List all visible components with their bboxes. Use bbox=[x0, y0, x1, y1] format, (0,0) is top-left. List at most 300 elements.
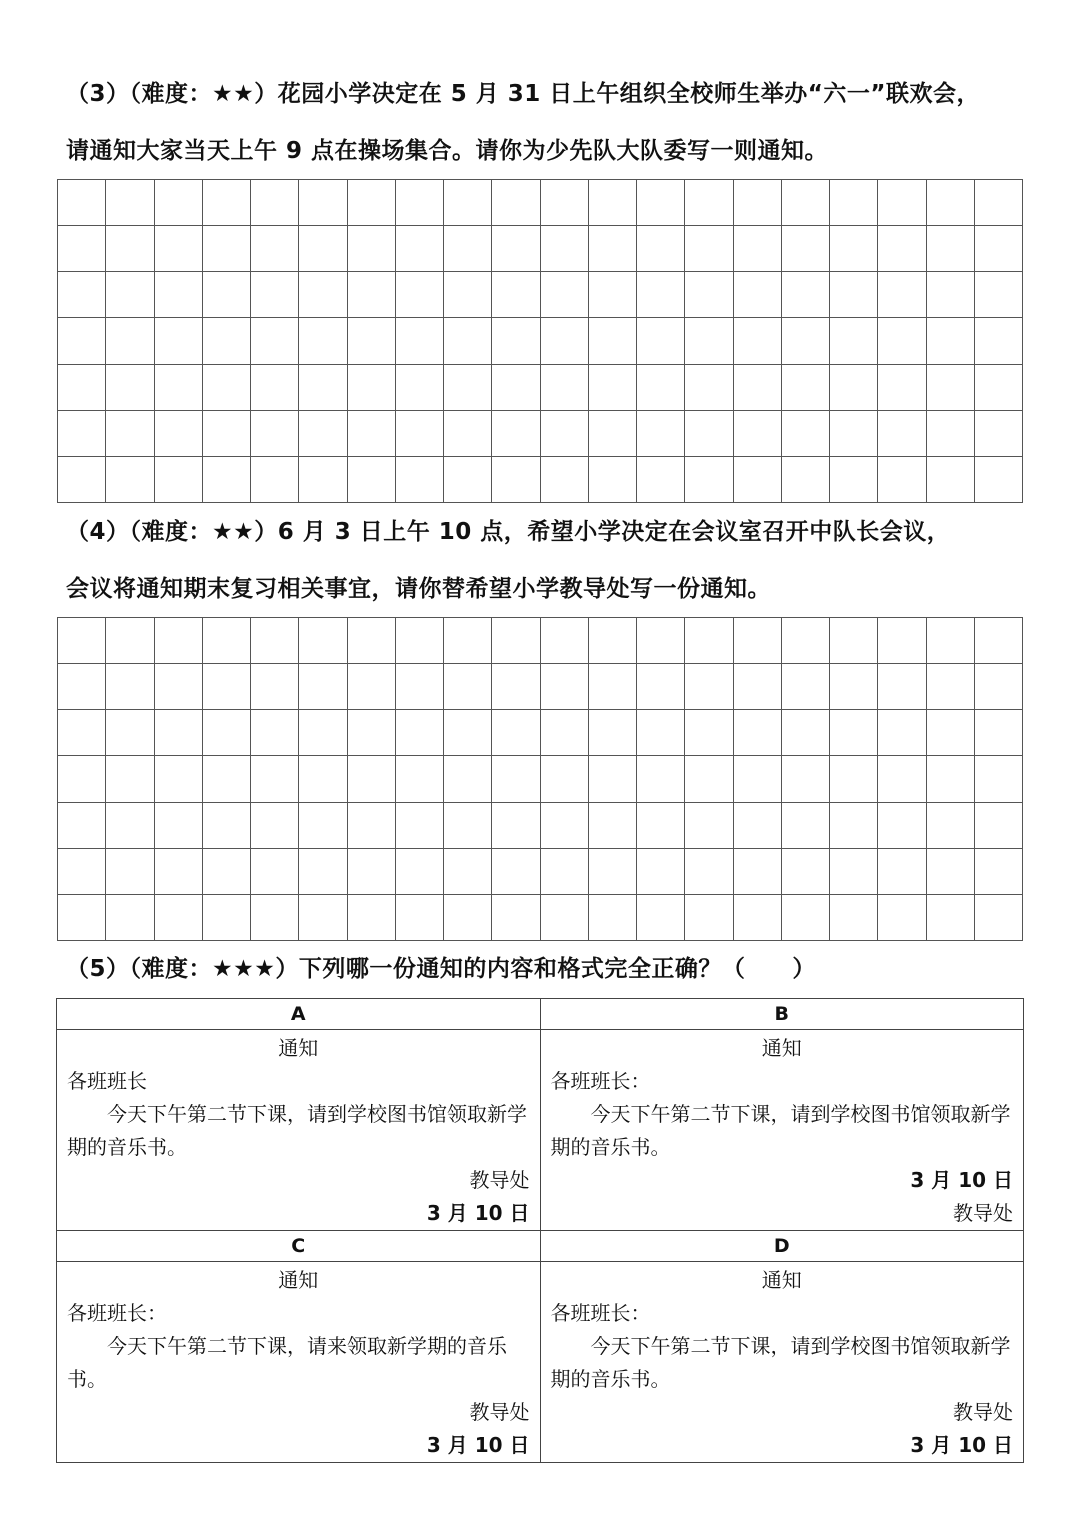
grid-cell[interactable] bbox=[251, 457, 299, 503]
grid-cell[interactable] bbox=[782, 365, 830, 411]
grid-cell[interactable] bbox=[637, 710, 685, 756]
grid-cell[interactable] bbox=[589, 756, 637, 802]
grid-cell[interactable] bbox=[348, 618, 396, 664]
grid-cell[interactable] bbox=[58, 803, 106, 849]
grid-cell[interactable] bbox=[830, 226, 878, 272]
grid-cell[interactable] bbox=[927, 318, 975, 364]
grid-cell[interactable] bbox=[348, 756, 396, 802]
grid-cell[interactable] bbox=[975, 411, 1023, 457]
option-b-header[interactable]: B bbox=[540, 999, 1024, 1030]
grid-cell[interactable] bbox=[58, 318, 106, 364]
grid-cell[interactable] bbox=[734, 803, 782, 849]
grid-cell[interactable] bbox=[589, 710, 637, 756]
grid-cell[interactable] bbox=[444, 226, 492, 272]
grid-cell[interactable] bbox=[830, 365, 878, 411]
grid-cell[interactable] bbox=[685, 457, 733, 503]
grid-cell[interactable] bbox=[685, 710, 733, 756]
grid-cell[interactable] bbox=[734, 365, 782, 411]
grid-cell[interactable] bbox=[203, 895, 251, 941]
grid-cell[interactable] bbox=[251, 411, 299, 457]
grid-cell[interactable] bbox=[637, 803, 685, 849]
grid-cell[interactable] bbox=[589, 664, 637, 710]
grid-cell[interactable] bbox=[106, 618, 154, 664]
grid-cell[interactable] bbox=[830, 457, 878, 503]
grid-cell[interactable] bbox=[155, 710, 203, 756]
grid-cell[interactable] bbox=[975, 618, 1023, 664]
grid-cell[interactable] bbox=[492, 272, 540, 318]
grid-cell[interactable] bbox=[155, 895, 203, 941]
grid-cell[interactable] bbox=[396, 756, 444, 802]
grid-cell[interactable] bbox=[685, 226, 733, 272]
grid-cell[interactable] bbox=[396, 710, 444, 756]
grid-cell[interactable] bbox=[58, 457, 106, 503]
grid-cell[interactable] bbox=[541, 618, 589, 664]
grid-cell[interactable] bbox=[299, 180, 347, 226]
grid-cell[interactable] bbox=[927, 803, 975, 849]
grid-cell[interactable] bbox=[444, 457, 492, 503]
grid-cell[interactable] bbox=[203, 618, 251, 664]
grid-cell[interactable] bbox=[106, 318, 154, 364]
grid-cell[interactable] bbox=[637, 895, 685, 941]
grid-cell[interactable] bbox=[203, 365, 251, 411]
notice-issuer: 教导处 bbox=[953, 1201, 1013, 1225]
grid-cell[interactable] bbox=[299, 756, 347, 802]
grid-cell[interactable] bbox=[589, 849, 637, 895]
grid-cell[interactable] bbox=[58, 756, 106, 802]
grid-cell[interactable] bbox=[734, 180, 782, 226]
grid-cell[interactable] bbox=[589, 180, 637, 226]
grid-cell[interactable] bbox=[734, 318, 782, 364]
grid-cell[interactable] bbox=[492, 895, 540, 941]
grid-cell[interactable] bbox=[155, 226, 203, 272]
grid-cell[interactable] bbox=[734, 411, 782, 457]
grid-cell[interactable] bbox=[155, 411, 203, 457]
grid-cell[interactable] bbox=[396, 618, 444, 664]
grid-cell[interactable] bbox=[589, 895, 637, 941]
grid-cell[interactable] bbox=[734, 618, 782, 664]
grid-cell[interactable] bbox=[541, 272, 589, 318]
grid-cell[interactable] bbox=[203, 226, 251, 272]
grid-cell[interactable] bbox=[251, 618, 299, 664]
grid-cell[interactable] bbox=[396, 365, 444, 411]
grid-cell[interactable] bbox=[734, 457, 782, 503]
grid-cell[interactable] bbox=[927, 272, 975, 318]
grid-cell[interactable] bbox=[975, 180, 1023, 226]
grid-cell[interactable] bbox=[203, 803, 251, 849]
grid-cell[interactable] bbox=[685, 318, 733, 364]
grid-cell[interactable] bbox=[541, 411, 589, 457]
grid-cell[interactable] bbox=[203, 318, 251, 364]
grid-cell[interactable] bbox=[444, 756, 492, 802]
grid-cell[interactable] bbox=[975, 803, 1023, 849]
grid-cell[interactable] bbox=[782, 618, 830, 664]
grid-cell[interactable] bbox=[782, 895, 830, 941]
grid-cell[interactable] bbox=[492, 411, 540, 457]
grid-cell[interactable] bbox=[348, 180, 396, 226]
grid-cell[interactable] bbox=[203, 411, 251, 457]
grid-cell[interactable] bbox=[58, 849, 106, 895]
grid-cell[interactable] bbox=[348, 226, 396, 272]
grid-cell[interactable] bbox=[155, 318, 203, 364]
grid-cell[interactable] bbox=[589, 803, 637, 849]
grid-cell[interactable] bbox=[299, 803, 347, 849]
grid-cell[interactable] bbox=[348, 457, 396, 503]
grid-cell[interactable] bbox=[637, 365, 685, 411]
grid-cell[interactable] bbox=[927, 180, 975, 226]
grid-cell[interactable] bbox=[348, 664, 396, 710]
grid-cell[interactable] bbox=[975, 710, 1023, 756]
grid-cell[interactable] bbox=[782, 849, 830, 895]
grid-cell[interactable] bbox=[637, 226, 685, 272]
grid-cell[interactable] bbox=[541, 664, 589, 710]
grid-cell[interactable] bbox=[975, 226, 1023, 272]
grid-cell[interactable] bbox=[878, 895, 926, 941]
grid-cell[interactable] bbox=[927, 710, 975, 756]
grid-cell[interactable] bbox=[444, 411, 492, 457]
grid-cell[interactable] bbox=[299, 318, 347, 364]
grid-cell[interactable] bbox=[396, 318, 444, 364]
grid-cell[interactable] bbox=[106, 411, 154, 457]
grid-cell[interactable] bbox=[685, 618, 733, 664]
grid-cell[interactable] bbox=[782, 803, 830, 849]
grid-cell[interactable] bbox=[299, 849, 347, 895]
grid-cell[interactable] bbox=[927, 664, 975, 710]
grid-cell[interactable] bbox=[782, 272, 830, 318]
grid-cell[interactable] bbox=[492, 318, 540, 364]
grid-cell[interactable] bbox=[444, 180, 492, 226]
grid-cell[interactable] bbox=[830, 411, 878, 457]
grid-cell[interactable] bbox=[106, 849, 154, 895]
grid-cell[interactable] bbox=[203, 756, 251, 802]
grid-cell[interactable] bbox=[203, 664, 251, 710]
grid-cell[interactable] bbox=[492, 618, 540, 664]
grid-cell[interactable] bbox=[685, 272, 733, 318]
grid-cell[interactable] bbox=[830, 756, 878, 802]
grid-cell[interactable] bbox=[541, 895, 589, 941]
grid-cell[interactable] bbox=[975, 849, 1023, 895]
grid-cell[interactable] bbox=[734, 895, 782, 941]
grid-cell[interactable] bbox=[348, 849, 396, 895]
grid-cell[interactable] bbox=[878, 318, 926, 364]
grid-cell[interactable] bbox=[251, 272, 299, 318]
grid-cell[interactable] bbox=[975, 664, 1023, 710]
grid-cell[interactable] bbox=[396, 272, 444, 318]
grid-cell[interactable] bbox=[637, 180, 685, 226]
grid-cell[interactable] bbox=[782, 318, 830, 364]
grid-cell[interactable] bbox=[155, 756, 203, 802]
grid-cell[interactable] bbox=[541, 756, 589, 802]
grid-cell[interactable] bbox=[58, 895, 106, 941]
grid-cell[interactable] bbox=[106, 756, 154, 802]
grid-cell[interactable] bbox=[878, 180, 926, 226]
grid-cell[interactable] bbox=[927, 849, 975, 895]
grid-cell[interactable] bbox=[492, 664, 540, 710]
grid-cell[interactable] bbox=[975, 272, 1023, 318]
grid-cell[interactable] bbox=[444, 365, 492, 411]
grid-cell[interactable] bbox=[299, 411, 347, 457]
grid-cell[interactable] bbox=[685, 803, 733, 849]
grid-cell[interactable] bbox=[492, 226, 540, 272]
grid-cell[interactable] bbox=[734, 756, 782, 802]
grid-cell[interactable] bbox=[589, 411, 637, 457]
grid-cell[interactable] bbox=[251, 895, 299, 941]
grid-cell[interactable] bbox=[348, 803, 396, 849]
grid-cell[interactable] bbox=[251, 849, 299, 895]
grid-cell[interactable] bbox=[927, 457, 975, 503]
grid-cell[interactable] bbox=[541, 318, 589, 364]
grid-cell[interactable] bbox=[251, 710, 299, 756]
grid-cell[interactable] bbox=[541, 457, 589, 503]
grid-cell[interactable] bbox=[589, 618, 637, 664]
grid-cell[interactable] bbox=[685, 365, 733, 411]
grid-cell[interactable] bbox=[637, 272, 685, 318]
grid-cell[interactable] bbox=[685, 411, 733, 457]
grid-cell[interactable] bbox=[396, 457, 444, 503]
grid-cell[interactable] bbox=[444, 895, 492, 941]
grid-cell[interactable] bbox=[396, 411, 444, 457]
grid-cell[interactable] bbox=[927, 618, 975, 664]
grid-cell[interactable] bbox=[348, 365, 396, 411]
grid-cell[interactable] bbox=[492, 365, 540, 411]
grid-cell[interactable] bbox=[58, 710, 106, 756]
grid-cell[interactable] bbox=[734, 849, 782, 895]
grid-cell[interactable] bbox=[58, 664, 106, 710]
grid-cell[interactable] bbox=[782, 411, 830, 457]
grid-cell[interactable] bbox=[396, 180, 444, 226]
notice-issuer: 教导处 bbox=[469, 1168, 530, 1192]
grid-cell[interactable] bbox=[155, 618, 203, 664]
grid-cell[interactable] bbox=[348, 710, 396, 756]
grid-cell[interactable] bbox=[203, 180, 251, 226]
option-d-notice[interactable] bbox=[540, 1262, 1024, 1463]
grid-cell[interactable] bbox=[106, 226, 154, 272]
grid-cell[interactable] bbox=[685, 895, 733, 941]
grid-cell[interactable] bbox=[830, 318, 878, 364]
grid-cell[interactable] bbox=[251, 365, 299, 411]
grid-cell[interactable] bbox=[251, 318, 299, 364]
grid-cell[interactable] bbox=[492, 180, 540, 226]
grid-cell[interactable] bbox=[396, 664, 444, 710]
grid-cell[interactable] bbox=[975, 895, 1023, 941]
grid-cell[interactable] bbox=[203, 710, 251, 756]
grid-cell[interactable] bbox=[492, 849, 540, 895]
notice-title: 通知 bbox=[278, 1036, 319, 1060]
grid-cell[interactable] bbox=[637, 756, 685, 802]
grid-cell[interactable] bbox=[637, 457, 685, 503]
notice-date: 3 月 10 日 bbox=[426, 1433, 530, 1457]
grid-cell[interactable] bbox=[444, 710, 492, 756]
grid-cell[interactable] bbox=[58, 618, 106, 664]
grid-cell[interactable] bbox=[589, 272, 637, 318]
grid-cell[interactable] bbox=[637, 318, 685, 364]
grid-cell[interactable] bbox=[155, 272, 203, 318]
grid-cell[interactable] bbox=[830, 710, 878, 756]
grid-cell[interactable] bbox=[975, 756, 1023, 802]
grid-cell[interactable] bbox=[830, 895, 878, 941]
option-a-header[interactable]: A bbox=[57, 999, 541, 1030]
option-c-notice[interactable] bbox=[57, 1262, 541, 1463]
grid-cell[interactable] bbox=[106, 365, 154, 411]
grid-cell[interactable] bbox=[106, 272, 154, 318]
notice-date: 3 月 10 日 bbox=[426, 1201, 530, 1225]
grid-cell[interactable] bbox=[878, 365, 926, 411]
grid-cell[interactable] bbox=[975, 318, 1023, 364]
grid-cell[interactable] bbox=[492, 457, 540, 503]
grid-cell[interactable] bbox=[299, 365, 347, 411]
grid-cell[interactable] bbox=[685, 849, 733, 895]
grid-cell[interactable] bbox=[348, 895, 396, 941]
grid-cell[interactable] bbox=[396, 803, 444, 849]
option-c-header[interactable]: C bbox=[57, 1231, 541, 1262]
grid-cell[interactable] bbox=[734, 272, 782, 318]
grid-cell[interactable] bbox=[685, 664, 733, 710]
grid-cell[interactable] bbox=[299, 895, 347, 941]
grid-cell[interactable] bbox=[830, 272, 878, 318]
grid-cell[interactable] bbox=[878, 411, 926, 457]
grid-cell[interactable] bbox=[106, 664, 154, 710]
grid-cell[interactable] bbox=[541, 803, 589, 849]
grid-cell[interactable] bbox=[106, 803, 154, 849]
grid-cell[interactable] bbox=[975, 365, 1023, 411]
grid-cell[interactable] bbox=[878, 849, 926, 895]
grid-cell[interactable] bbox=[589, 318, 637, 364]
grid-cell[interactable] bbox=[155, 180, 203, 226]
notice-date: 3 月 10 日 bbox=[910, 1433, 1013, 1457]
grid-cell[interactable] bbox=[348, 318, 396, 364]
grid-cell[interactable] bbox=[878, 756, 926, 802]
writing-grid-q3[interactable] bbox=[57, 179, 1023, 503]
grid-cell[interactable] bbox=[58, 272, 106, 318]
grid-cell[interactable] bbox=[251, 756, 299, 802]
grid-cell[interactable] bbox=[878, 272, 926, 318]
grid-cell[interactable] bbox=[927, 226, 975, 272]
grid-cell[interactable] bbox=[58, 226, 106, 272]
grid-cell[interactable] bbox=[299, 457, 347, 503]
grid-cell[interactable] bbox=[299, 272, 347, 318]
grid-cell[interactable] bbox=[782, 710, 830, 756]
grid-cell[interactable] bbox=[878, 618, 926, 664]
grid-cell[interactable] bbox=[878, 664, 926, 710]
grid-cell[interactable] bbox=[541, 226, 589, 272]
grid-cell[interactable] bbox=[58, 365, 106, 411]
option-d-header[interactable]: D bbox=[540, 1231, 1024, 1262]
grid-cell[interactable] bbox=[637, 664, 685, 710]
grid-cell[interactable] bbox=[348, 272, 396, 318]
grid-cell[interactable] bbox=[782, 756, 830, 802]
grid-cell[interactable] bbox=[155, 664, 203, 710]
notice-issuer: 教导处 bbox=[953, 1400, 1013, 1424]
grid-cell[interactable] bbox=[155, 803, 203, 849]
grid-cell[interactable] bbox=[155, 365, 203, 411]
grid-cell[interactable] bbox=[685, 180, 733, 226]
grid-cell[interactable] bbox=[155, 849, 203, 895]
grid-cell[interactable] bbox=[299, 710, 347, 756]
grid-cell[interactable] bbox=[396, 226, 444, 272]
option-b-notice[interactable] bbox=[540, 1030, 1024, 1231]
grid-cell[interactable] bbox=[492, 710, 540, 756]
grid-cell[interactable] bbox=[541, 710, 589, 756]
grid-cell[interactable] bbox=[782, 664, 830, 710]
grid-cell[interactable] bbox=[58, 180, 106, 226]
grid-cell[interactable] bbox=[251, 180, 299, 226]
writing-grid-q4[interactable] bbox=[57, 617, 1023, 941]
grid-cell[interactable] bbox=[685, 756, 733, 802]
grid-cell[interactable] bbox=[541, 849, 589, 895]
option-a-notice[interactable] bbox=[57, 1030, 541, 1231]
grid-cell[interactable] bbox=[830, 618, 878, 664]
grid-cell[interactable] bbox=[782, 226, 830, 272]
grid-cell[interactable] bbox=[444, 318, 492, 364]
grid-cell[interactable] bbox=[396, 849, 444, 895]
grid-cell[interactable] bbox=[830, 180, 878, 226]
grid-cell[interactable] bbox=[878, 803, 926, 849]
grid-cell[interactable] bbox=[251, 803, 299, 849]
grid-cell[interactable] bbox=[637, 411, 685, 457]
notice-date: 3 月 10 日 bbox=[910, 1168, 1013, 1192]
grid-cell[interactable] bbox=[203, 849, 251, 895]
grid-cell[interactable] bbox=[830, 849, 878, 895]
grid-cell[interactable] bbox=[878, 226, 926, 272]
grid-cell[interactable] bbox=[396, 895, 444, 941]
grid-cell[interactable] bbox=[975, 457, 1023, 503]
notice-addressee: 各班班长 bbox=[67, 1069, 147, 1093]
grid-cell[interactable] bbox=[348, 411, 396, 457]
grid-cell[interactable] bbox=[734, 710, 782, 756]
grid-cell[interactable] bbox=[541, 365, 589, 411]
grid-cell[interactable] bbox=[106, 180, 154, 226]
grid-cell[interactable] bbox=[637, 618, 685, 664]
grid-cell[interactable] bbox=[203, 272, 251, 318]
grid-cell[interactable] bbox=[155, 457, 203, 503]
grid-cell[interactable] bbox=[541, 180, 589, 226]
grid-cell[interactable] bbox=[444, 618, 492, 664]
grid-cell[interactable] bbox=[589, 365, 637, 411]
grid-cell[interactable] bbox=[782, 180, 830, 226]
grid-cell[interactable] bbox=[734, 226, 782, 272]
grid-cell[interactable] bbox=[878, 710, 926, 756]
grid-cell[interactable] bbox=[444, 803, 492, 849]
grid-cell[interactable] bbox=[106, 457, 154, 503]
grid-cell[interactable] bbox=[444, 849, 492, 895]
grid-cell[interactable] bbox=[251, 226, 299, 272]
grid-cell[interactable] bbox=[299, 664, 347, 710]
grid-cell[interactable] bbox=[734, 664, 782, 710]
grid-cell[interactable] bbox=[203, 457, 251, 503]
grid-cell[interactable] bbox=[637, 849, 685, 895]
grid-cell[interactable] bbox=[878, 457, 926, 503]
grid-cell[interactable] bbox=[589, 457, 637, 503]
grid-cell[interactable] bbox=[251, 664, 299, 710]
grid-cell[interactable] bbox=[782, 457, 830, 503]
grid-cell[interactable] bbox=[927, 411, 975, 457]
grid-cell[interactable] bbox=[444, 272, 492, 318]
grid-cell[interactable] bbox=[58, 411, 106, 457]
grid-cell[interactable] bbox=[927, 365, 975, 411]
grid-cell[interactable] bbox=[589, 226, 637, 272]
grid-cell[interactable] bbox=[927, 756, 975, 802]
grid-cell[interactable] bbox=[106, 710, 154, 756]
grid-cell[interactable] bbox=[299, 618, 347, 664]
grid-cell[interactable] bbox=[106, 895, 154, 941]
grid-cell[interactable] bbox=[927, 895, 975, 941]
grid-cell[interactable] bbox=[830, 664, 878, 710]
grid-cell[interactable] bbox=[830, 803, 878, 849]
grid-cell[interactable] bbox=[444, 664, 492, 710]
grid-cell[interactable] bbox=[299, 226, 347, 272]
grid-cell[interactable] bbox=[492, 756, 540, 802]
notice-body: 今天下午第二节下课，请来领取新学期的音乐书。 bbox=[67, 1334, 507, 1391]
grid-cell[interactable] bbox=[492, 803, 540, 849]
